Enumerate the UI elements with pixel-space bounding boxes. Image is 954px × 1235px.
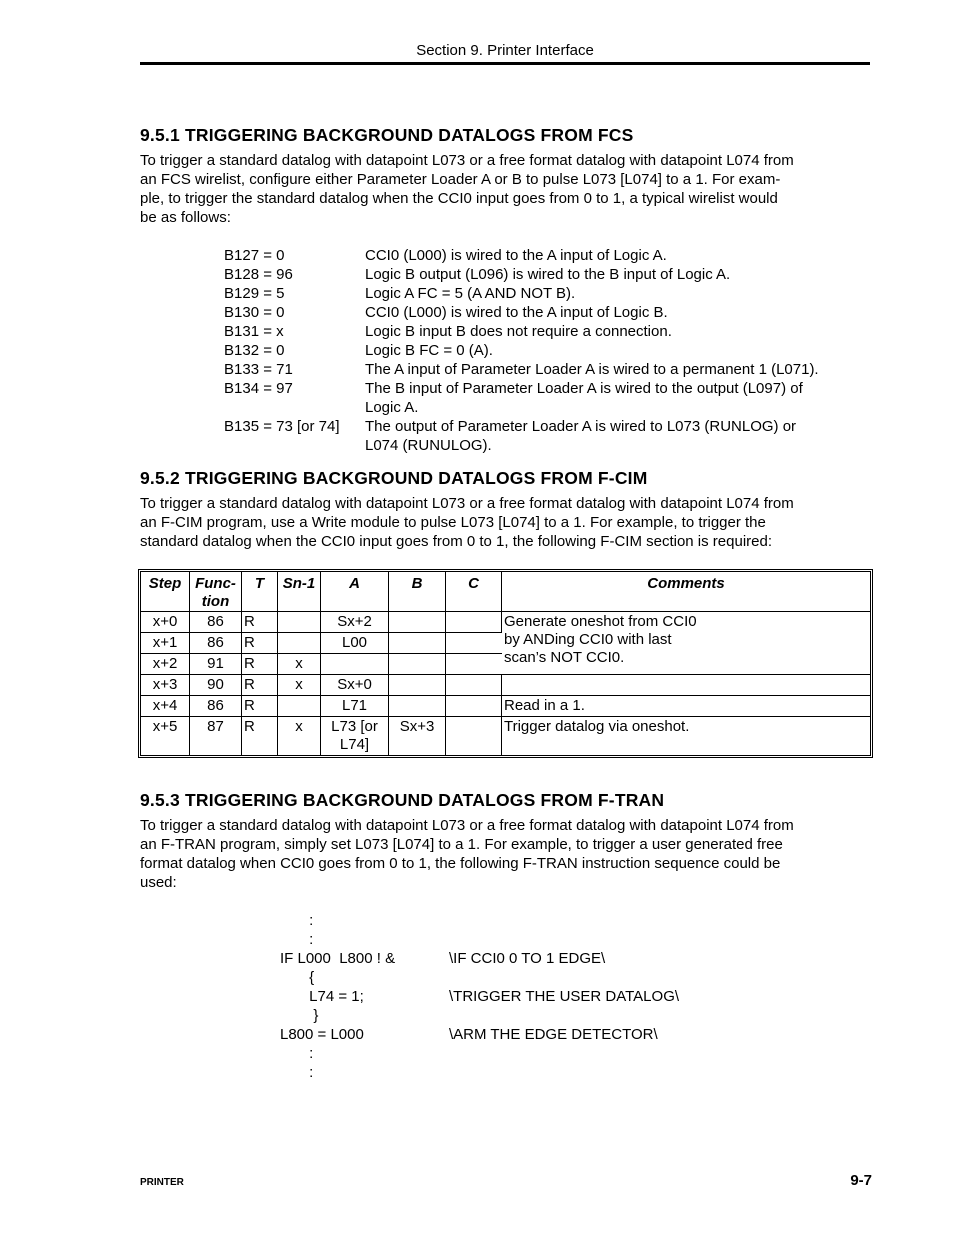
cell-a: L00	[321, 633, 389, 654]
wirelist-desc	[365, 379, 884, 417]
header-rule	[140, 62, 870, 65]
code-statement: IF L000 L800 ! &	[280, 950, 396, 967]
table-header-row	[141, 572, 870, 612]
code-statement: :	[280, 912, 314, 929]
wirelist-desc-line: The B input of Parameter Loader A is wired to the output (L097) of	[365, 380, 803, 397]
page-number: 9-7	[850, 1172, 872, 1189]
wirelist-desc-line: The output of Parameter Loader A is wired to L073 (RUNLOG) or	[365, 418, 797, 435]
col-header-b: B	[389, 572, 446, 612]
cell-a	[321, 717, 389, 755]
wirelist-key: B132 = 0	[224, 342, 285, 359]
wirelist-row	[224, 379, 884, 417]
cell-a: L71	[321, 696, 389, 717]
col-header-t: T	[242, 572, 278, 612]
paragraph-line: format datalog when CCI0 goes from 0 to 1, the following F-TRAN instruction sequence could be	[140, 855, 781, 872]
code-line	[280, 949, 760, 968]
cell-sn1: x	[278, 717, 321, 755]
cell-step: x+1	[141, 633, 190, 654]
footer-manual-name: PRINTER	[140, 1177, 184, 1188]
cell-a: Sx+2	[321, 612, 389, 633]
running-header: Section 9. Printer Interface	[416, 42, 594, 59]
cell-comment: Read in a 1.	[502, 696, 870, 717]
wirelist-row	[224, 360, 884, 379]
wirelist-row	[224, 284, 884, 303]
code-line	[280, 968, 760, 987]
cell-sn1	[278, 696, 321, 717]
cell-step: x+4	[141, 696, 190, 717]
wirelist-desc: CCI0 (L000) is wired to the A input of Logic A.	[365, 247, 667, 264]
wirelist	[224, 246, 884, 455]
paragraph-line: be as follows:	[140, 209, 231, 226]
wirelist-desc: Logic A FC = 5 (A AND NOT B).	[365, 285, 576, 302]
code-line	[280, 930, 760, 949]
cell-b	[389, 696, 446, 717]
code-line	[280, 1044, 760, 1063]
wirelist-key: B131 = x	[224, 323, 284, 340]
cell-t: R	[242, 717, 278, 755]
section-953-paragraph	[140, 816, 870, 892]
cell-sn1	[278, 633, 321, 654]
col-header-function	[190, 572, 242, 612]
cell-c	[446, 654, 502, 675]
wirelist-desc-line: L074 (RUNULOG).	[365, 437, 492, 454]
cell-c	[446, 717, 502, 755]
paragraph-line: To trigger a standard datalog with datapoint L073 or a free format datalog with datapoint L074 from	[140, 817, 794, 834]
cell-function: 91	[190, 654, 242, 675]
wirelist-row	[224, 341, 884, 360]
code-line	[280, 1006, 760, 1025]
wirelist-key: B128 = 96	[224, 266, 293, 283]
code-statement: }	[280, 1007, 319, 1024]
cell-sn1	[278, 612, 321, 633]
code-comment: \IF CCI0 0 TO 1 EDGE\	[449, 950, 606, 967]
code-line	[280, 987, 760, 1006]
code-statement: {	[280, 969, 315, 986]
cell-step: x+0	[141, 612, 190, 633]
paragraph-line: an F-TRAN program, simply set L073 [L074] to a 1. For example, to trigger a user generated free	[140, 836, 783, 853]
table-row	[141, 612, 870, 633]
comment-line: scan’s NOT CCI0.	[504, 649, 625, 666]
paragraph-line: To trigger a standard datalog with datapoint L073 or a free format datalog with datapoint L074 from	[140, 152, 794, 169]
cell-t: R	[242, 675, 278, 696]
cell-function: 86	[190, 633, 242, 654]
table-row	[141, 696, 870, 717]
cell-b	[389, 654, 446, 675]
cell-function: 87	[190, 717, 242, 755]
cell-c	[446, 675, 502, 696]
code-line	[280, 1063, 760, 1082]
wirelist-row	[224, 246, 884, 265]
wirelist-desc: Logic B FC = 0 (A).	[365, 342, 493, 359]
col-header-comments: Comments	[502, 572, 870, 612]
paragraph-line: used:	[140, 874, 177, 891]
wirelist-desc	[365, 417, 884, 455]
cell-comment: Trigger datalog via oneshot.	[504, 718, 690, 735]
wirelist-row	[224, 417, 884, 455]
cell-t: R	[242, 633, 278, 654]
cell-function: 86	[190, 612, 242, 633]
cell-b	[389, 633, 446, 654]
wirelist-key: B129 = 5	[224, 285, 285, 302]
cell-function: 90	[190, 675, 242, 696]
cell-step: x+3	[141, 675, 190, 696]
section-952-paragraph	[140, 494, 870, 551]
paragraph-line: To trigger a standard datalog with datapoint L073 or a free format datalog with datapoint L074 from	[140, 495, 794, 512]
cell-t: R	[242, 612, 278, 633]
header-line: Func-	[195, 575, 236, 592]
code-statement: L74 = 1;	[280, 988, 364, 1005]
col-header-c: C	[446, 572, 502, 612]
cell-t: R	[242, 696, 278, 717]
cell-a-line: L74]	[339, 736, 370, 753]
wirelist-desc: Logic B output (L096) is wired to the B input of Logic A.	[365, 266, 731, 283]
col-header-sn1: Sn-1	[278, 572, 321, 612]
wirelist-key: B134 = 97	[224, 380, 293, 397]
paragraph-line: an FCS wirelist, configure either Parameter Loader A or B to pulse L073 [L074] to a 1. For exam-	[140, 171, 781, 188]
code-statement: :	[280, 1045, 314, 1062]
cell-step: x+2	[141, 654, 190, 675]
cell-a	[321, 654, 389, 675]
fcim-table	[140, 571, 871, 756]
col-header-a: A	[321, 572, 389, 612]
cell-t: R	[242, 654, 278, 675]
table-row	[141, 675, 870, 696]
wirelist-desc: CCI0 (L000) is wired to the A input of Logic B.	[365, 304, 668, 321]
cell-sn1: x	[278, 654, 321, 675]
comment-line: Generate oneshot from CCI0	[504, 613, 697, 630]
code-comment: \TRIGGER THE USER DATALOG\	[449, 988, 680, 1005]
section-heading-952: 9.5.2 TRIGGERING BACKGROUND DATALOGS FROM F-CIM	[140, 468, 648, 488]
cell-b: Sx+3	[389, 717, 446, 755]
cell-function: 86	[190, 696, 242, 717]
paragraph-line: ple, to trigger the standard datalog when the CCI0 input goes from 0 to 1, a typical wirelist would	[140, 190, 778, 207]
wirelist-key: B130 = 0	[224, 304, 285, 321]
wirelist-row	[224, 322, 884, 341]
paragraph-line: standard datalog when the CCI0 input goes from 0 to 1, the following F-CIM section is required:	[140, 533, 772, 550]
section-heading-953: 9.5.3 TRIGGERING BACKGROUND DATALOGS FROM F-TRAN	[140, 790, 665, 810]
cell-c	[446, 633, 502, 654]
code-line	[280, 911, 760, 930]
ftran-code-listing	[280, 911, 760, 1082]
wirelist-key: B127 = 0	[224, 247, 285, 264]
cell-c	[446, 612, 502, 633]
cell-b	[389, 675, 446, 696]
wirelist-row	[224, 265, 884, 284]
code-line	[280, 1025, 760, 1044]
code-statement: :	[280, 931, 314, 948]
code-comment: \ARM THE EDGE DETECTOR\	[449, 1026, 658, 1043]
code-statement: :	[280, 1064, 314, 1081]
section-951-paragraph	[140, 151, 870, 227]
wirelist-key: B135 = 73 [or 74]	[224, 418, 340, 435]
header-line: tion	[201, 593, 230, 610]
wirelist-key: B133 = 71	[224, 361, 293, 378]
col-header-step: Step	[141, 572, 190, 612]
cell-comment	[502, 675, 870, 696]
cell-a-line: L73 [or	[331, 718, 378, 735]
cell-a: Sx+0	[321, 675, 389, 696]
cell-c	[446, 696, 502, 717]
code-statement: L800 = L000	[280, 1026, 364, 1043]
table-row	[141, 717, 870, 755]
wirelist-desc: The A input of Parameter Loader A is wired to a permanent 1 (L071).	[365, 361, 819, 378]
cell-step: x+5	[141, 717, 190, 755]
wirelist-desc: Logic B input B does not require a connection.	[365, 323, 672, 340]
section-heading-951: 9.5.1 TRIGGERING BACKGROUND DATALOGS FROM FCS	[140, 125, 634, 145]
cell-b	[389, 612, 446, 633]
comment-line: by ANDing CCI0 with last	[504, 631, 672, 648]
wirelist-row	[224, 303, 884, 322]
cell-comment-merged	[502, 612, 870, 675]
cell-sn1: x	[278, 675, 321, 696]
wirelist-desc-line: Logic A.	[365, 399, 419, 416]
paragraph-line: an F-CIM program, use a Write module to pulse L073 [L074] to a 1. For example, to trigger the	[140, 514, 766, 531]
